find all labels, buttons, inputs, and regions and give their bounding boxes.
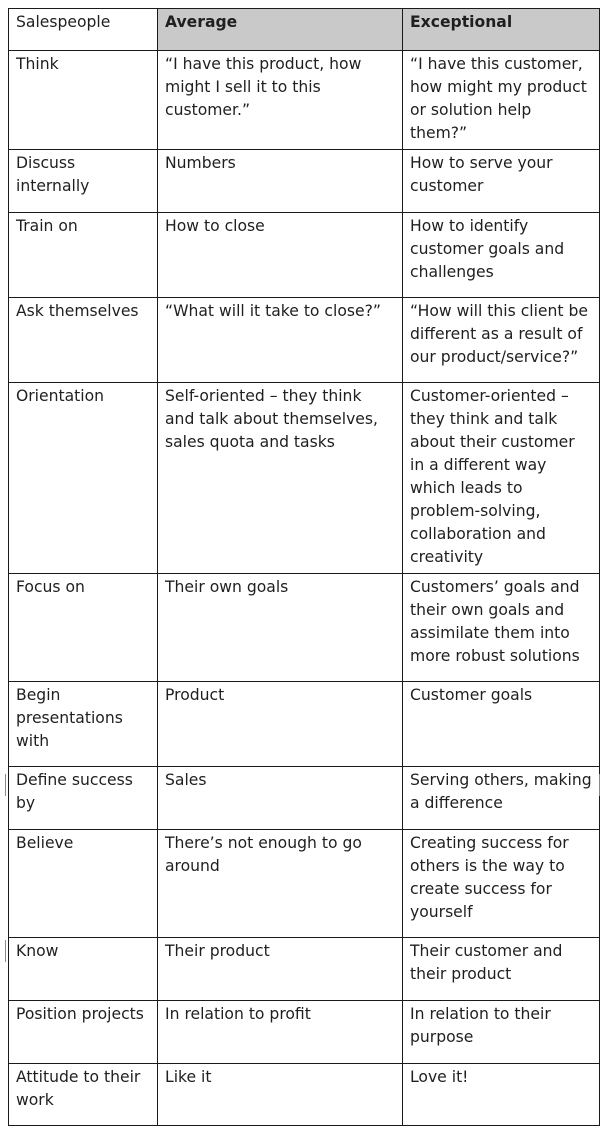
table-row [9,150,600,213]
exceptional-cell: Their customer and their product [403,938,600,1001]
average-cell: There’s not enough to go around [158,830,403,938]
exceptional-cell: Love it! [403,1064,600,1126]
row-label: Begin presentations with [9,682,158,767]
exceptional-cell: Customer goals [403,682,600,767]
header-cell-exceptional: Exceptional [403,9,600,51]
row-label: Think [9,51,158,150]
table-row [9,767,600,830]
exceptional-cell: Serving others, making a difference [403,767,600,830]
header-cell-salespeople: Salespeople [9,9,158,51]
table-row [9,574,600,682]
exceptional-cell: How to identify customer goals and challenges [403,213,600,298]
row-label: Know [9,938,158,1001]
comparison-table [8,8,600,1126]
average-cell: How to close [158,213,403,298]
average-cell: Like it [158,1064,403,1126]
exceptional-cell: Customer-oriented – they think and talk about their customer in a different way which leads to problem-solving, collaboration and creativity [403,383,600,574]
exceptional-cell: Customers’ goals and their own goals and assimilate them into more robust solutions [403,574,600,682]
average-cell: Their own goals [158,574,403,682]
average-cell: Their product [158,938,403,1001]
row-label: Believe [9,830,158,938]
left-edge-mark [5,774,6,796]
average-cell: Numbers [158,150,403,213]
table-row [9,383,600,574]
average-cell: “I have this product, how might I sell it to this customer.” [158,51,403,150]
exceptional-cell: How to serve your customer [403,150,600,213]
header-row [9,9,600,51]
row-label: Train on [9,213,158,298]
average-cell: “What will it take to close?” [158,298,403,383]
table-row [9,682,600,767]
row-label: Define success by [9,767,158,830]
header-cell-average: Average [158,9,403,51]
row-label: Focus on [9,574,158,682]
row-label: Orientation [9,383,158,574]
table-row [9,51,600,150]
table-row [9,298,600,383]
left-edge-mark [5,940,6,962]
average-cell: Product [158,682,403,767]
row-label: Attitude to their work [9,1064,158,1126]
row-label: Ask themselves [9,298,158,383]
row-label: Position projects [9,1001,158,1064]
table-row [9,938,600,1001]
table-row [9,830,600,938]
row-label: Discuss internally [9,150,158,213]
average-cell: In relation to profit [158,1001,403,1064]
average-cell: Sales [158,767,403,830]
exceptional-cell: In relation to their purpose [403,1001,600,1064]
table-row [9,1064,600,1126]
exceptional-cell: Creating success for others is the way to create success for yourself [403,830,600,938]
right-edge-mark [599,774,600,796]
average-cell: Self-oriented – they think and talk about themselves, sales quota and tasks [158,383,403,574]
exceptional-cell: “How will this client be different as a result of our product/service?” [403,298,600,383]
table-row [9,213,600,298]
table-row [9,1001,600,1064]
exceptional-cell: “I have this customer, how might my product or solution help them?” [403,51,600,150]
